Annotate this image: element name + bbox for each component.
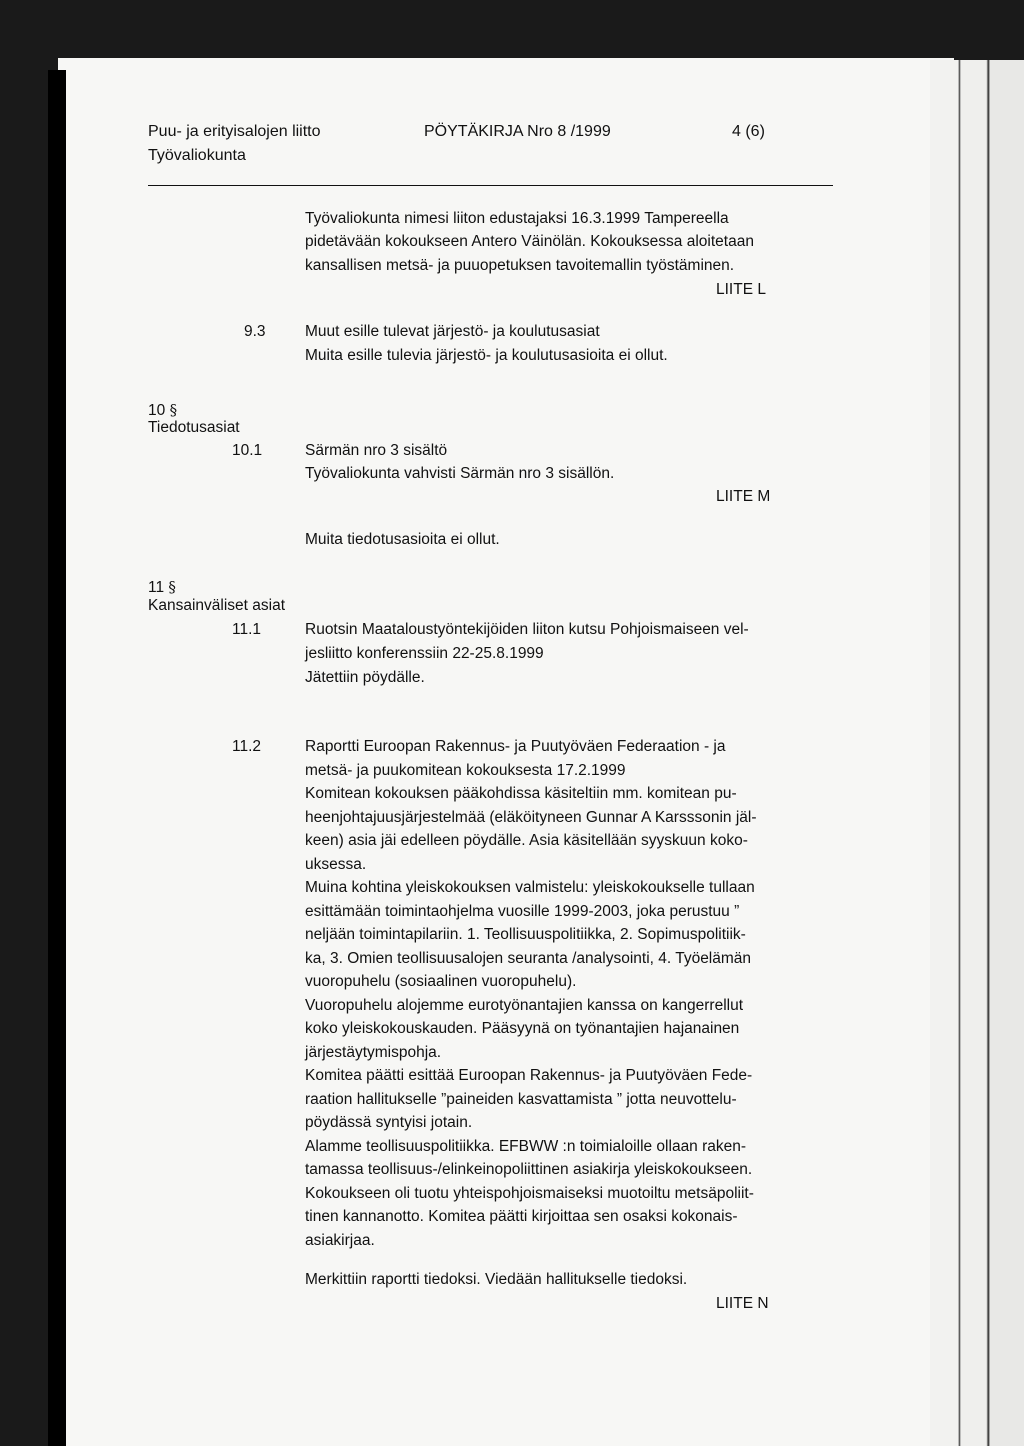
subsection-title: Särmän nro 3 sisältö bbox=[305, 442, 448, 459]
subsection-line: Jätettiin pöydälle. bbox=[305, 669, 425, 686]
report-line: neljään toimintapilariin. 1. Teollisuuspolitiikka, 2. Sopimuspolitiik- bbox=[305, 926, 746, 943]
report-line: tamassa teollisuus-/elinkeinopoliittinen asiakirja yleiskokoukseen. bbox=[305, 1161, 753, 1178]
attachment-label: LIITE L bbox=[716, 281, 766, 298]
section-text: Muita esille tulevia järjestö- ja koulutusasioita ei ollut. bbox=[305, 347, 668, 364]
intro-line: Työvaliokunta nimesi liiton edustajaksi 16.3.1999 Tampereella bbox=[305, 210, 729, 227]
report-line: Kokoukseen oli tuotu yhteispohjoismaiseksi muotoiltu metsäpoliit- bbox=[305, 1185, 754, 1202]
intro-line: kansallisen metsä- ja puuopetuksen tavoitemallin työstäminen. bbox=[305, 257, 735, 274]
page-number: 4 (6) bbox=[732, 123, 765, 140]
subsection-text: Työvaliokunta vahvisti Särmän nro 3 sisällön. bbox=[305, 465, 615, 482]
report-line: vuoropuhelu (sosiaalinen vuoropuhelu). bbox=[305, 973, 577, 990]
subsection-number: 10.1 bbox=[232, 442, 263, 459]
section-title: Tiedotusasiat bbox=[148, 419, 240, 436]
report-line: Vuoropuhelu alojemme eurotyönantajien kanssa on kangerrellut bbox=[305, 997, 744, 1014]
report-line: keen) asia jäi edelleen pöydälle. Asia käsitellään syyskuun koko- bbox=[305, 832, 748, 849]
report-line: Raportti Euroopan Rakennus- ja Puutyöväen Federaation - ja bbox=[305, 738, 726, 755]
report-line: Alamme teollisuuspolitiikka. EFBWW :n toimialoille ollaan raken- bbox=[305, 1138, 747, 1155]
dept-name: Työvaliokunta bbox=[148, 147, 246, 164]
scan-left-border bbox=[48, 70, 66, 1446]
subsection-line: Ruotsin Maataloustyöntekijöiden liiton kutsu Pohjoismaiseen vel- bbox=[305, 621, 749, 638]
closing-text: Merkittiin raportti tiedoksi. Viedään hallitukselle tiedoksi. bbox=[305, 1271, 688, 1288]
subsection-line: jesliitto konferenssiin 22-25.8.1999 bbox=[305, 645, 544, 662]
section-symbol: § bbox=[168, 578, 176, 596]
report-line: heenjohtajuusjärjestelmää (eläköityneen Gunnar A Karsssonin jäl- bbox=[305, 809, 757, 826]
report-line: metsä- ja puukomitean kokouksesta 17.2.1999 bbox=[305, 762, 626, 779]
report-line: asiakirjaa. bbox=[305, 1232, 375, 1249]
section-number: 9.3 bbox=[244, 323, 266, 340]
subsection-number: 11.1 bbox=[232, 621, 262, 638]
report-line: järjestäytymispohja. bbox=[305, 1044, 442, 1061]
section-note: Muita tiedotusasioita ei ollut. bbox=[305, 531, 500, 548]
report-line: Muina kohtina yleiskokouksen valmistelu: yleiskokoukselle tullaan bbox=[305, 879, 755, 896]
org-name: Puu- ja erityisalojen liitto bbox=[148, 123, 321, 140]
document-title: PÖYTÄKIRJA Nro 8 /1999 bbox=[424, 123, 611, 140]
report-line: esittämään toimintaohjelma vuosille 1999-2003, joka perustuu ” bbox=[305, 903, 740, 920]
report-line: Komitea päätti esittää Euroopan Rakennus- ja Puutyöväen Fede- bbox=[305, 1067, 753, 1084]
section-heading bbox=[148, 577, 176, 598]
report-line: ka, 3. Omien teollisuusalojen seuranta /analysointi, 4. Työelämän bbox=[305, 950, 752, 967]
subsection-number: 11.2 bbox=[232, 738, 262, 755]
report-line: Komitean kokouksen pääkohdissa käsiteltiin mm. komitean pu- bbox=[305, 785, 737, 802]
section-symbol: § bbox=[169, 401, 178, 419]
report-line: raation hallitukselle ”paineiden kasvattamista ” jotta neuvottelu- bbox=[305, 1091, 737, 1108]
report-line: pöydässä syntyisi jotain. bbox=[305, 1114, 473, 1131]
report-line: koko yleiskokouskauden. Pääsyynä on työnantajien hajanainen bbox=[305, 1020, 740, 1037]
intro-line: pidetävään kokoukseen Antero Väinölän. Kokouksessa aloitetaan bbox=[305, 233, 754, 250]
section-number: 11 bbox=[148, 579, 165, 596]
header-rule bbox=[148, 185, 833, 186]
section-title: Muut esille tulevat järjestö- ja koulutusasiat bbox=[305, 323, 600, 340]
report-line: uksessa. bbox=[305, 856, 367, 873]
report-line: tinen kannanotto. Komitea päätti kirjoittaa sen osaksi kokonais- bbox=[305, 1208, 738, 1225]
attachment-label: LIITE N bbox=[716, 1295, 769, 1312]
scan-edge bbox=[930, 60, 1024, 1446]
attachment-label: LIITE M bbox=[716, 488, 771, 505]
section-number: 10 bbox=[148, 402, 166, 419]
section-title: Kansainväliset asiat bbox=[148, 597, 285, 614]
